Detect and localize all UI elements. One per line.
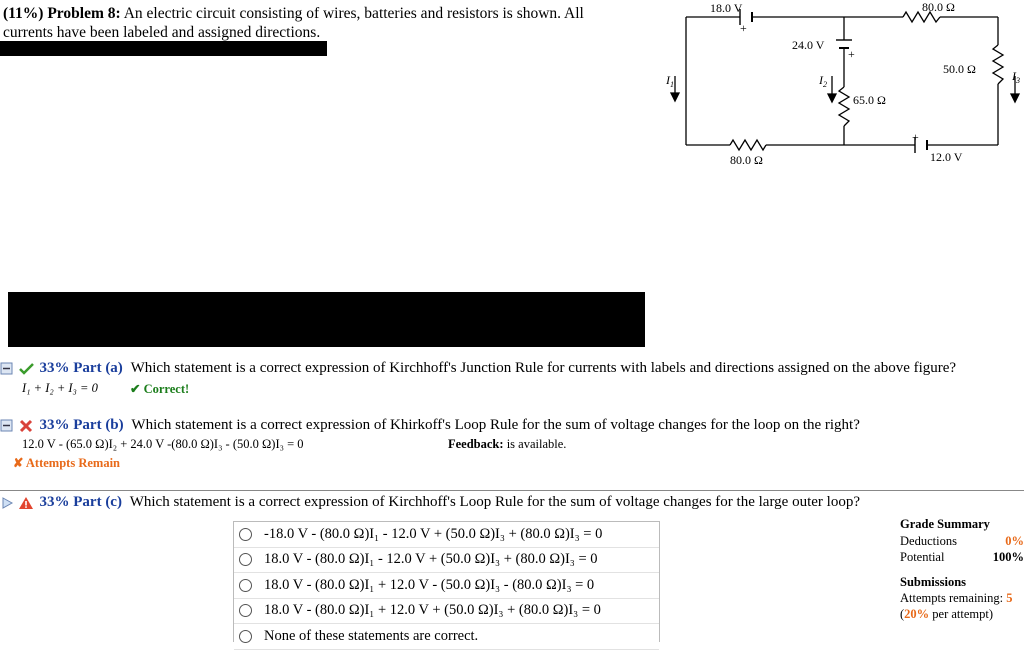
- choice-text: 18.0 V - (80.0 Ω)I₁ + 12.0 V - (50.0 Ω)I₃ - (80.0 Ω)I₃ = 0: [264, 576, 595, 593]
- label-12v: 12.0 V: [930, 150, 963, 164]
- plus-12v: +: [912, 130, 919, 144]
- part-c-label[interactable]: Part (c): [73, 494, 122, 510]
- per-attempt-row: [900, 606, 1024, 622]
- part-b-answer: 12.0 V - (65.0 Ω)I₂ + 24.0 V -(80.0 Ω)I₃ - (50.0 Ω)I₃ = 0: [22, 437, 304, 451]
- per-attempt-text: per attempt): [932, 607, 994, 621]
- label-r50: 50.0 Ω: [943, 62, 976, 76]
- part-a-label[interactable]: Part (a): [73, 360, 123, 376]
- choice-text: -18.0 V - (80.0 Ω)I₁ - 12.0 V + (50.0 Ω)I₃ + (80.0 Ω)I₃ = 0: [264, 525, 603, 542]
- attempts-label: Attempts remaining:: [900, 591, 1004, 605]
- per-attempt-paren: (: [900, 607, 905, 621]
- problem-text-line1: An electric circuit consisting of wires, batteries and resistors is shown. All: [123, 5, 584, 22]
- label-i3: $I_3$: [1012, 69, 1020, 85]
- part-c-question: Which statement is a correct expression of Kirchhoff's Loop Rule for the sum of voltage changes for the large outer loop?: [129, 494, 860, 510]
- deductions-label: Deductions: [900, 534, 957, 548]
- part-a-answer: I₁ + I₂ + I₃ = 0: [22, 381, 98, 395]
- part-a-question: Which statement is a correct expression of Kirchhoff's Junction Rule for currents with labels and directions assigned on the above figure?: [130, 360, 957, 376]
- label-r80-bottom: 80.0 Ω: [730, 153, 763, 167]
- label-r65: 65.0 Ω: [853, 93, 886, 107]
- x-mark-icon: [18, 419, 36, 433]
- radio-button[interactable]: [239, 553, 252, 566]
- deductions-row: [900, 533, 1024, 549]
- warning-icon: [18, 496, 36, 510]
- problem-text-line2: currents have been labeled and assigned directions.: [3, 24, 321, 41]
- redacted-bar-top: [0, 41, 327, 56]
- problem-number: Problem 8:: [47, 5, 121, 22]
- part-c-percent: 33%: [39, 494, 70, 510]
- choice-text: None of these statements are correct.: [264, 627, 479, 644]
- part-b-question: Which statement is a correct expression of Khirkoff's Loop Rule for the sum of voltage changes for the loop on the right?: [131, 417, 860, 433]
- part-a-header: [0, 360, 956, 377]
- per-attempt-pct: 20%: [904, 607, 930, 621]
- part-b-status: ✘ Attempts Remain: [13, 456, 120, 470]
- label-24v: 24.0 V: [792, 38, 825, 52]
- radio-button[interactable]: [239, 604, 252, 617]
- resistor-bottom-80: [730, 140, 766, 150]
- choice-option[interactable]: [234, 573, 659, 599]
- collapse-icon[interactable]: [0, 362, 14, 376]
- feedback-text: is available.: [506, 437, 567, 451]
- choice-option[interactable]: [234, 548, 659, 574]
- plus-18v: +: [740, 21, 747, 35]
- label-18v: 18.0 V: [710, 1, 743, 15]
- submissions-title: Submissions: [900, 575, 967, 589]
- label-r80-top: 80.0 Ω: [922, 0, 955, 14]
- plus-24v: +: [848, 47, 855, 61]
- part-c-header: [0, 494, 860, 511]
- choice-list: [233, 521, 660, 642]
- feedback-label: Feedback:: [448, 437, 504, 451]
- potential-label: Potential: [900, 550, 945, 564]
- label-i1: $I_1$: [666, 73, 674, 89]
- choice-text: 18.0 V - (80.0 Ω)I₁ - 12.0 V + (50.0 Ω)I₃ + (80.0 Ω)I₃ = 0: [264, 551, 598, 568]
- problem-weight: (11%): [3, 5, 44, 22]
- grade-summary-title: Grade Summary: [900, 517, 990, 531]
- radio-button[interactable]: [239, 579, 252, 592]
- attempts-row: [900, 590, 1024, 606]
- resistor-middle-65: [839, 87, 849, 126]
- choice-option[interactable]: [234, 522, 659, 548]
- resistor-right-50: [993, 45, 1003, 84]
- part-a-percent: 33%: [39, 360, 70, 376]
- checkmark-icon: [18, 362, 36, 376]
- redacted-block: [8, 292, 645, 347]
- attempts-value: 5: [1006, 591, 1013, 605]
- part-b-label[interactable]: Part (b): [73, 417, 124, 433]
- collapse-icon[interactable]: [0, 419, 14, 433]
- radio-button[interactable]: [239, 630, 252, 643]
- choice-option[interactable]: [234, 624, 659, 650]
- choice-text: 18.0 V - (80.0 Ω)I₁ + 12.0 V + (50.0 Ω)I₃ + (80.0 Ω)I₃ = 0: [264, 602, 601, 619]
- circuit-diagram: [660, 0, 1024, 175]
- part-b-feedback[interactable]: [448, 437, 566, 452]
- part-b-header: [0, 417, 860, 434]
- radio-button[interactable]: [239, 528, 252, 541]
- potential-value: 100%: [992, 550, 1024, 564]
- problem-statement: [3, 4, 643, 42]
- label-i2: $I_2$: [819, 73, 827, 89]
- potential-row: [900, 549, 1024, 565]
- divider: [0, 490, 1024, 491]
- expand-triangle-icon[interactable]: [0, 496, 14, 510]
- deductions-value: 0%: [1005, 534, 1024, 548]
- part-a-status: ✔ Correct!: [130, 382, 190, 396]
- choice-option[interactable]: [234, 599, 659, 625]
- part-b-percent: 33%: [39, 417, 70, 433]
- grade-summary: [900, 516, 1024, 622]
